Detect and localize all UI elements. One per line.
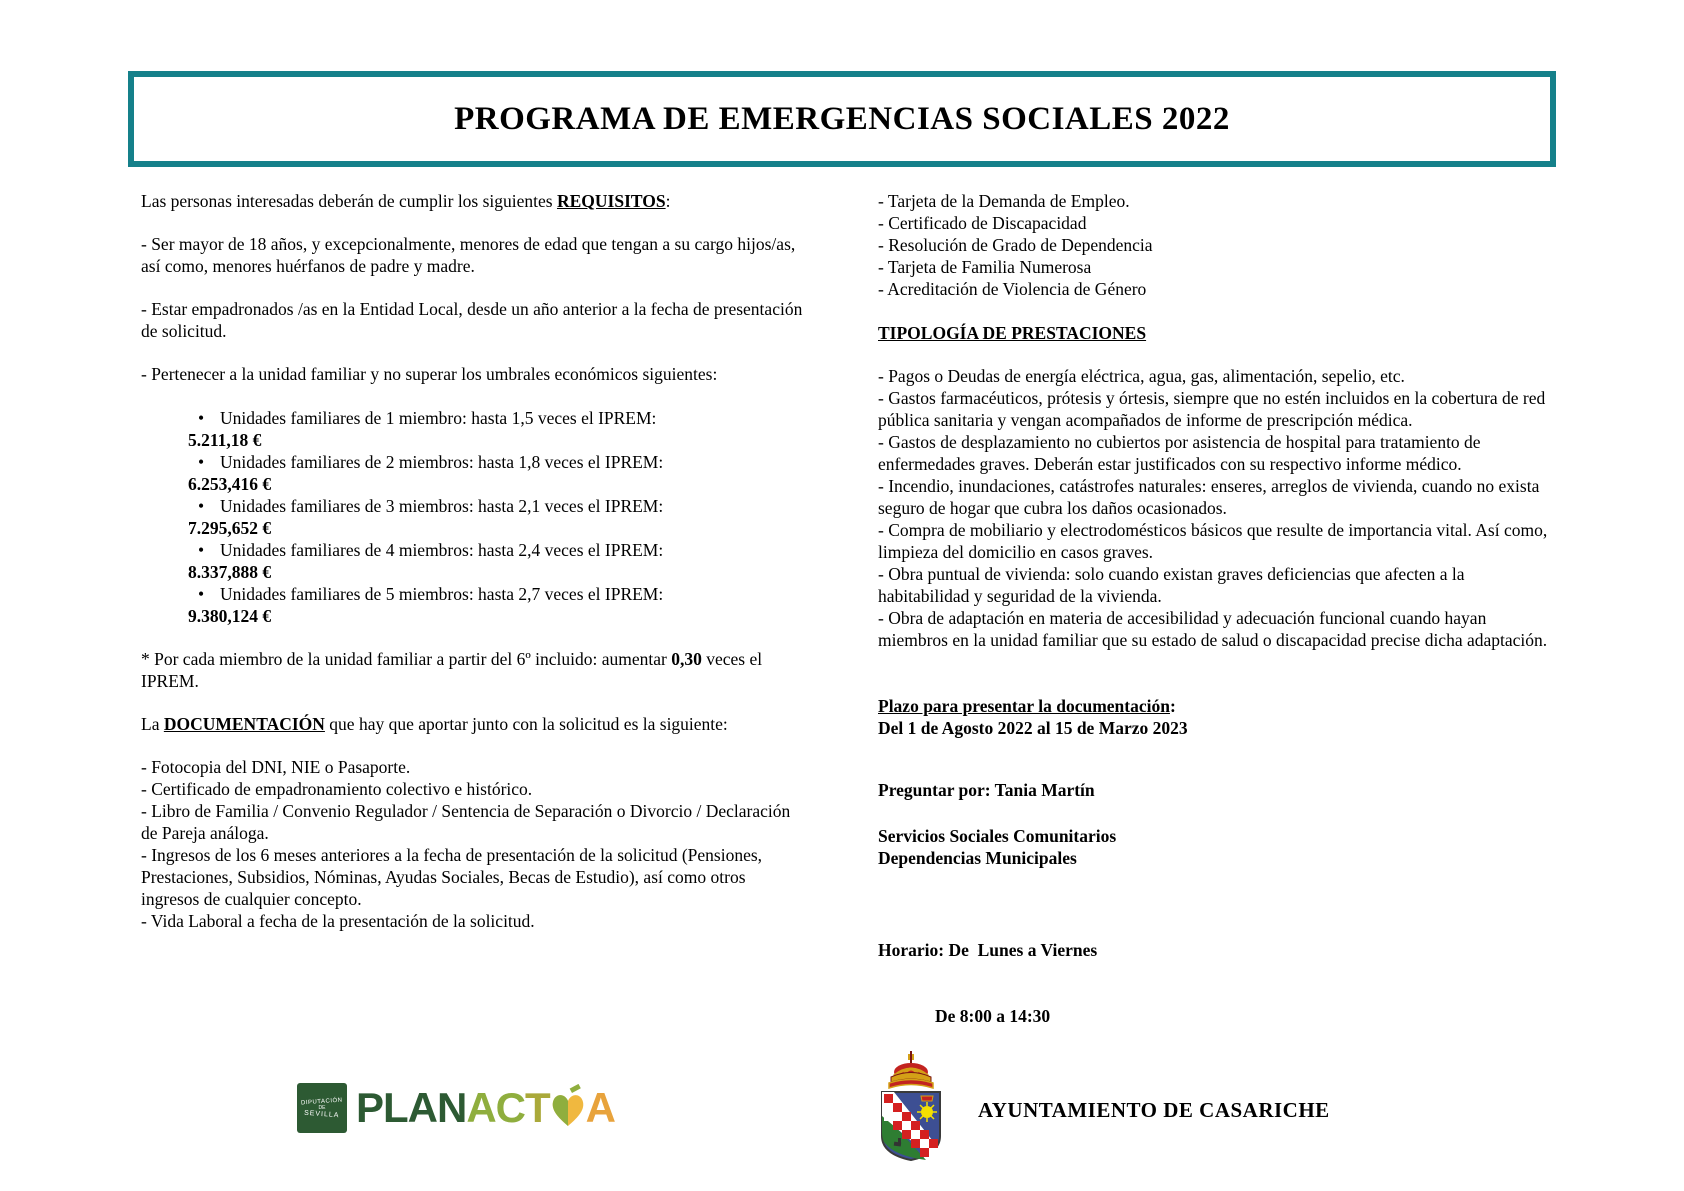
documento-item: - Ingresos de los 6 meses anteriores a la fecha de presentación de la solicitud (Pensiones, Prestaciones, Subsidios, Nóminas, Ayudas Sociales, Becas de Estudio), así como otros ingresos de cualquier concepto. [141,845,763,909]
umbral-item [141,583,807,627]
left-column [141,190,807,932]
requisito-item: - Estar empadronados /as en la Entidad Local, desde un año anterior a la fecha de presentación de solicitud. [141,299,803,341]
bullet-icon: • [198,584,205,604]
documento-item: - Libro de Familia / Convenio Regulador / Sentencia de Separación o Divorcio / Declaración de Pareja análoga. [141,801,791,843]
wordmark-a-final: A [585,1084,616,1131]
umbral-text: Unidades familiares de 2 miembros: hasta 1,8 veces el IPREM: [220,452,664,472]
requisitos-intro-prefix: Las personas interesadas deberán de cumplir los siguientes [141,191,557,211]
contacto: Preguntar por: Tania Martín [878,780,1095,800]
actua-heart-icon [551,1084,585,1128]
requisito-item: - Ser mayor de 18 años, y excepcionalmente, menores de edad que tengan a su cargo hijos/as, así como, menores huérfanos de padre y madre. [141,234,796,276]
requisito-item: - Pertenecer a la unidad familiar y no superar los umbrales económicos siguientes: [141,364,718,384]
documentacion-intro-suffix: que hay que aportar junto con la solicitud es la siguiente: [324,714,728,734]
documentacion-intro [141,713,807,735]
plazo-colon: : [1169,696,1176,716]
umbral-amount: 7.295,652 € [188,518,272,538]
umbral-amount: 6.253,416 € [188,474,272,494]
documento-item: - Vida Laboral a fecha de la presentación de la solicitud. [141,911,535,931]
documento-item: - Certificado de empadronamiento colectivo e histórico. [141,779,533,799]
lugar-line: Servicios Sociales Comunitarios [878,826,1117,846]
lugar-line: Dependencias Municipales [878,848,1077,868]
prestacion-item: - Obra de adaptación en materia de accesibilidad y adecuación funcional cuando hayan miembros en la unidad familiar que su estado de salud o discapacidad precise dicha adaptación. [878,608,1548,650]
umbral-amount: 5.211,18 € [188,430,262,450]
requisitos-keyword: REQUISITOS [556,191,666,211]
umbral-text: Unidades familiares de 1 miembro: hasta 1,5 veces el IPREM: [220,408,657,428]
requisitos-intro-suffix: : [665,191,671,211]
horario-line2: De 8:00 a 14:30 [935,1006,1051,1026]
horario-line1: Horario: De Lunes a Viernes [878,940,1098,960]
tipologia-heading: TIPOLOGÍA DE PRESTACIONES [878,323,1147,343]
umbral-amount: 9.380,124 € [188,606,272,626]
umbral-text: Unidades familiares de 4 miembros: hasta 2,4 veces el IPREM: [220,540,664,560]
wordmark-plan: PLAN [356,1084,467,1131]
nota-prefix: * Por cada miembro de la unidad familiar a partir del 6º incluido: aumentar [141,649,672,669]
umbral-item [141,451,807,495]
umbral-text: Unidades familiares de 5 miembros: hasta 2,7 veces el IPREM: [220,584,664,604]
lugar-block [878,825,1554,869]
prestacion-item: - Gastos de desplazamiento no cubiertos por asistencia de hospital para tratamiento de enfermedades graves. Deberán estar justificados con su respectivo informe médico. [878,432,1481,474]
nota-suffix: veces el IPREM. [141,649,763,691]
documento-item: - Certificado de Discapacidad [878,213,1087,233]
right-column [878,190,1554,1071]
casariche-coat-of-arms [874,1050,948,1167]
plazo-label: Plazo para presentar la documentación [878,696,1170,716]
ayuntamiento-label: AYUNTAMIENTO DE CASARICHE [978,1098,1330,1122]
umbral-item [141,495,807,539]
umbral-text: Unidades familiares de 3 miembros: hasta 2,1 veces el IPREM: [220,496,664,516]
prestaciones-list [878,365,1554,651]
wordmark-ac: AC [466,1084,526,1131]
wordmark-t: T [525,1084,550,1131]
umbral-item [141,539,807,583]
prestacion-item: - Pagos o Deudas de energía eléctrica, agua, gas, alimentación, sepelio, etc. [878,366,1405,386]
documentacion-keyword: DOCUMENTACIÓN [163,714,325,734]
prestacion-item: - Gastos farmacéuticos, prótesis y órtesis, siempre que no estén incluidos en la cobertura de red pública sanitaria y vengan acompañados de informe de prescripción médica. [878,388,1546,430]
badge-text: DE [318,1104,326,1111]
bullet-icon: • [198,540,205,560]
nota-iprem [141,648,807,692]
diputacion-sevilla-badge [297,1083,347,1133]
prestacion-item: - Compra de mobiliario y electrodomésticos básicos que resulte de importancia vital. Así como, limpieza del domicilio en casos graves. [878,520,1548,562]
bullet-icon: • [198,408,205,428]
planactua-wordmark [356,1086,615,1130]
horario-block [878,895,1554,1071]
documento-item: - Tarjeta de Familia Numerosa [878,257,1092,277]
prestacion-item: - Obra puntual de vivienda: solo cuando existan graves deficiencias que afecten a la habitabilidad y seguridad de la vivienda. [878,564,1465,606]
documento-item: - Tarjeta de la Demanda de Empleo. [878,191,1130,211]
documento-item: - Resolución de Grado de Dependencia [878,235,1153,255]
documentos-list [141,756,807,932]
title-box [128,71,1556,167]
documento-item: - Fotocopia del DNI, NIE o Pasaporte. [141,757,411,777]
requisitos-intro [141,190,807,212]
documentos2-list [878,190,1554,300]
umbrales-list [141,407,807,627]
planactua-logo [297,1083,615,1133]
prestacion-item: - Incendio, inundaciones, catástrofes naturales: enseres, arreglos de vivienda, cuando no exista seguro de hogar que cubra los daños ocasionados. [878,476,1540,518]
page-title: PROGRAMA DE EMERGENCIAS SOCIALES 2022 [454,100,1230,137]
bullet-icon: • [198,452,205,472]
umbral-amount: 8.337,888 € [188,562,272,582]
documento-item: - Acreditación de Violencia de Género [878,279,1147,299]
documentacion-intro-prefix: La [141,714,164,734]
plazo-fechas: Del 1 de Agosto 2022 al 15 de Marzo 2023 [878,718,1188,738]
umbral-item [141,407,807,451]
bullet-icon: • [198,496,205,516]
badge-text: DIPUTACIÓN [301,1097,343,1106]
badge-text: SEVILLA [304,1109,340,1119]
nota-valor: 0,30 [671,649,702,669]
plazo-block [878,695,1554,739]
